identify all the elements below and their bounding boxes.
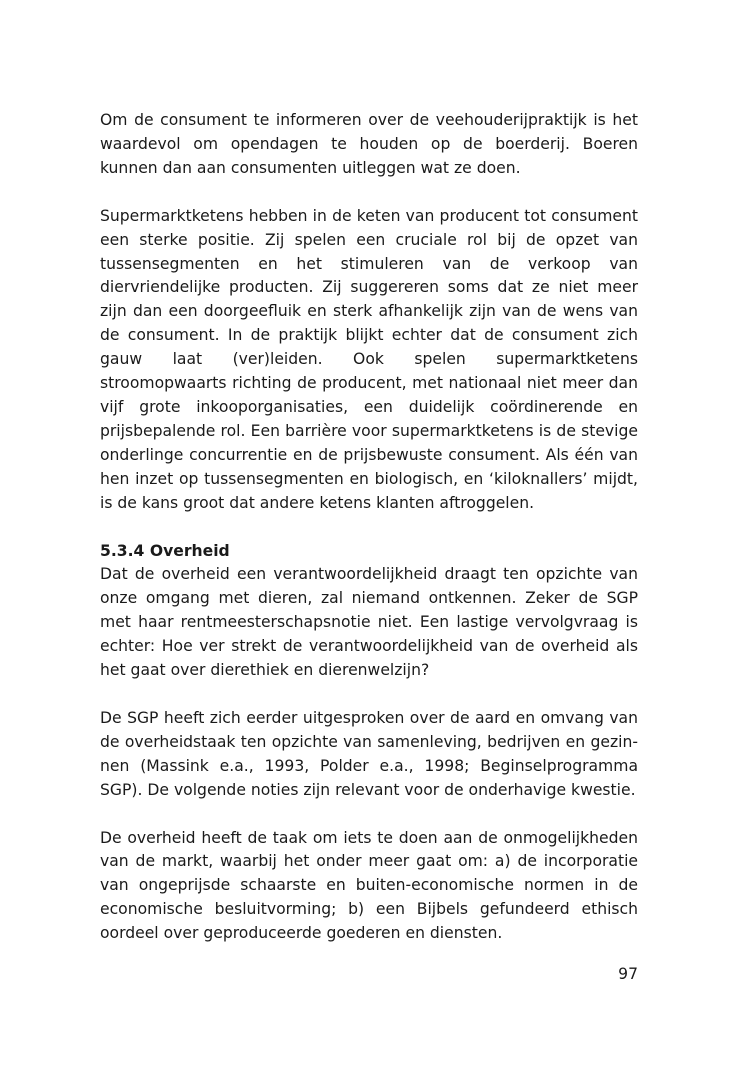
paragraph-government-responsibility: Dat de overheid een verantwoordelijkheid draagt ten opzichte van onze omgang met dieren, zal niemand ontkennen. Zeker de SGP met haar rentmeesterschapsnotie niet. Een lastige vervolgvraag is echter: Hoe ver strekt de verantwoordelijkheid van de overheid als het gaat over dierethiek en dierenwelzijn? (100, 565, 638, 680)
page-body (100, 109, 638, 946)
paragraph-open-days: Om de consument te informeren over de veehouderijpraktijk is het waardevol om opendagen te houden op de boerderij. Boeren kunnen dan aan consumenten uitleggen wat ze doen. (100, 111, 638, 177)
section-heading: 5.3.4 Overheid (100, 541, 230, 560)
paragraph-gap (100, 683, 638, 707)
paragraph-supermarket-chains: Supermarktketens hebben in de keten van producent tot consument een sterke positie. Zij spelen een cruciale rol bij de opzet van tussensegmenten en het stimuleren van de verkoop van diervriendelijke producten. Zij suggereren soms dat ze niet meer zijn dan een doorgeefluik en sterk afhankelijk zijn van de wens van de consument. In de praktijk blijkt echter dat de consument zich gauw laat (ver)leiden. Ook spelen supermarktketens stroomopwaarts richting de producent, met nationaal niet meer dan vijf grote inkooporganisaties, een duidelijk coördinerende en prijsbepalende rol. Een barrière voor supermarktketens is de stevige onderlinge concurrentie en de prijsbewuste consument. Als één van hen inzet op tussensegmenten en biologisch, en ‘kiloknallers’ mijdt, is de kans groot dat andere ketens klanten aftroggelen. (100, 206, 638, 512)
paragraph-sgp-position: De SGP heeft zich eerder uitgesproken over de aard en omvang van de overheidstaak ten opzichte van samenleving, bedrijven en gezinnen (Massink e.a., 1993, Polder e.a., 1998; Beginselprogramma SGP). De volgende noties zijn relevant voor de onderhavige kwestie. (100, 708, 638, 799)
paragraph-gap (100, 803, 638, 827)
paragraph-government-task: De overheid heeft de taak om iets te doen aan de onmogelijkheden van de markt, waarbij het onder meer gaat om: a) de incorporatie van ongeprijsde schaarste en buiten-economische normen in de economische besluitvorming; b) een Bijbels gefundeerd ethisch oordeel over geproduceerde goederen en diensten. (100, 828, 638, 943)
page-number: 97 (618, 965, 638, 983)
paragraph-gap (100, 181, 638, 205)
paragraph-gap (100, 516, 638, 540)
